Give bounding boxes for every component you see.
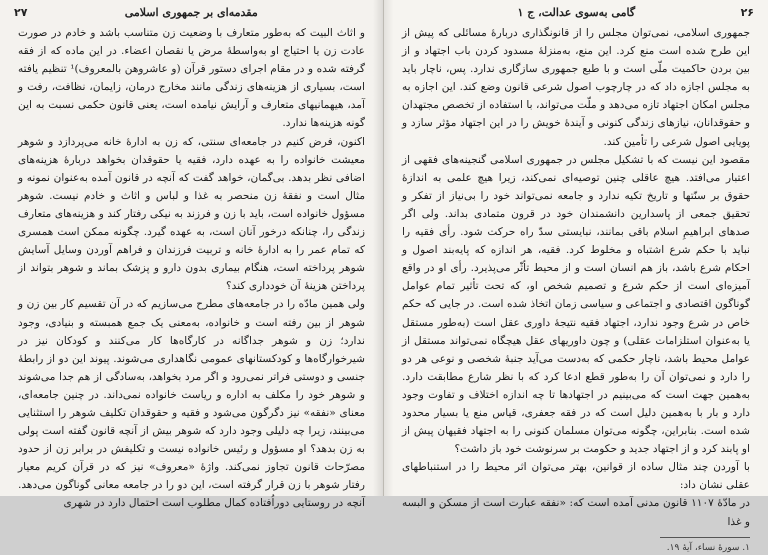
right-page (384, 0, 768, 553)
paragraph: اکنون، فرض کنیم در جامعه‌ای سنتی، که زن به ادارهٔ خانه می‌پردازد و شوهر معیشت خانواده را به عهده دارد، فقیه یا حقوقدان بخواهد دربارهٔ هزینه‌های اضافی نظر بدهد. بی‌گمان، خواهد گفت که آنچه در قانون آمده به‌عنوان نمونه و مثال است و نفقهٔ زن منحصر به غذا و لباس و اثاث و خادم نیست. شوهر مسؤول خانواده است، باید با زن و فرزند به نیکی رفتار کند و هزینه‌های متعارف زندگی را، چنانکه درخور آنان است، به عهده گیرد. چگونه ممکن است همسری که تمام عمر را به ادارهٔ خانه و تربیت فرزندان و فراهم آوردن وسایل آسایش شوهر پرداخته است، هنگام بیماری بدون دارو و پزشک بماند و شوهر بتواند از پرداختن هزینهٔ آن خودداری کند؟ (18, 135, 365, 293)
page-number: ۲۷ (14, 6, 28, 19)
left-page-header (14, 6, 369, 22)
paragraph: با آوردن چند مثال ساده از قوانین، بهتر می‌توان اثر محیط را در استنباطهای عقلی نشان داد: (402, 461, 750, 492)
footnote-rule (660, 537, 750, 538)
running-title: گامی به‌سوی عدالت، ج ۱ (517, 6, 636, 19)
right-page-body (402, 24, 750, 553)
running-title: مقدمه‌ای بر جمهوری اسلامی (124, 6, 258, 19)
paragraph: مقصود این نیست که با تشکیل مجلس در جمهوری اسلامی گنجینه‌های فقهی از اعتبار می‌افتد. هیچ عاقلی چنین توصیه‌ای نمی‌کند، زیرا هیچ علمی به اندازهٔ حقوق بر سنّتها و تاریخ تکیه ندارد و جامعه نمی‌تواند خود را بی‌نیاز از تفکر و تحقیق جمعی از پاسدارین دانشمندان خود در قرون متمادی بداند. ولی اگر صدها‌ی ابراهیمِ اسلام باقی بمانند، نبایستی سدّ راه حرکت شود. رأی فقیه را نباید با حکم شرع اشتباه و مخلوط کرد. فقیه، هر اندازه که پایه‌بند اصول و احکام شرع باشد، باز هم انسان است و از محیط تأثّر می‌پذیرد. رأی او در واقع آمیزه‌ای است از حکم شرع و تصمیم شخص او، که تحت تأثیر تمام عوامل گوناگون اقتصادی و اجتماعی و سیاسی زمان اتخاذ شده است. در جایی که حکم خاص در شرع وجود ندارد، اجتهاد فقیه نتیجهٔ داوری عقل است (به‌طور مستقل یا به‌عنوان استلزامات عقلی) و چون داوریهای عقل هیچگاه نمی‌تواند مستقل از عوامل محیط باشد، ناچار حکمی که به‌دست می‌آید جنبهٔ شخصی و نوعی هر دو را دارد و نمی‌توان آن را به‌طور قطع ادعا کرد که با نظر شارع مطابقت دارد. به‌همین جهت است که می‌بینیم در اجتهادها تا چه اندازه اختلاف و تفاوت وجود دارد و بار با به‌همین دلیل است که در فقه جعفری، قیاس منع یا بسیار محدود شده است. بنابراین، چگونه می‌توان مسلمان کنونی را به اجتهاد فقیهان پیش از او پابند کرد و از اجتهاد جدید و حکومت بر سرنوشت خود باز داشت؟ (402, 153, 750, 456)
footnote: ۱. سورهٔ نساء، آیهٔ ۱۹. (666, 542, 750, 553)
paragraph: جمهوری اسلامی، نمی‌توان مجلس را از قانونگذاری دربارهٔ مسائلی که پیش از این طرح شده است منع کرد. این منع، به‌منزلهٔ مسدود کردن باب اجتهاد و از بین بردن حاکمیت ملّی است و با طبع جمهوری سازگاری ندارد. پس، ناچار باید به مجلس اجازه داد که در چارچوب اصول شرعی قانون وضع کند. این اجازه به مجلس امکان اجتهاد تازه می‌دهد و ملّت می‌تواند، با استفاده از تخصص مجتهدان و حقوقدانان، نیازهای زندگی کنونی و آیندهٔ خویش را در این اجتهاد مؤثر سازد و پویایی اصول شرعی را تأمین کند. (402, 27, 750, 148)
paragraph: در مادّهٔ ۱۱۰۷ قانون مدنی آمده است که: «نفقه عبارت است از مسکن و البسه و غذا (402, 497, 750, 528)
page-gutter-shadow (384, 0, 394, 496)
paragraph: و اثاث البیت که به‌طور متعارف با وضعیت زن متناسب باشد و خادم در صورت عادت زن یا احتیاج او به‌واسطهٔ مرض یا نقصان اعضاء. در این ماده که از فقه گرفته شده و در مقام اجرای دستور قرآن (و عاشروهن بالمعروف)¹ تنظیم یافته است، بسیاری از هزینه‌های زندگی مانند مخارج درمان، زایمان، نظافت، رفت و آمد، هیهمانیهای متعارف و آرایش نیامده است، یعنی قانون حکمی نسبت به این گونه هزینه‌ها ندارد. (18, 27, 365, 130)
right-page-header (398, 6, 754, 22)
page-gutter-shadow (373, 0, 383, 496)
left-page (0, 0, 384, 510)
paragraph: ولی همین مادّه را در جامعه‌های مطرح می‌سازیم که در آن تقسیم کار بین زن و شوهر از بین رفته است و خانواده، به‌معنی یک جمع همبسته و بنیادی، وجود ندارد؛ زن و شوهر جداگانه در کارگاه‌ها کار می‌کنند و کودکان نیز در شیرخوارگاه‌ها و کودکستانهای عمومی نگاهداری می‌شوند. پیوند این دو از رابطهٔ جنسی و دوستی فراتر نمی‌رود و اگر مرد بخواهد، به‌سادگی از هم جدا می‌شوند و شوهر خود را مکلف به اداره و ریاست خانواده نمی‌داند. در چنین جامعه‌ای، معنای «نفقه» نیز دگرگون می‌شود و فقیه و حقوقدان تکلیف شوهر را استثنایی می‌بینند، زیرا چه دلیلی وجود دارد که شوهر بیش از آنچه قانون گفته است پولی به زن بدهد؟ او مسؤول و رئیس خانواده نیست و تکلیفش در برابر زن از حدود مصرّحات قانون تجاوز نمی‌کند. واژهٔ «معروف» نیز که در قرآن کریم معیار رفتار شوهر با زن قرار گرفته است، این دو را در جامعه معانی گوناگون می‌دهد. آنچه در روستایی دوراُفتاده کمال مطلوب است احتمال دارد در شهری (18, 298, 365, 510)
left-page-body (18, 24, 365, 510)
page-number: ۲۶ (740, 6, 754, 19)
